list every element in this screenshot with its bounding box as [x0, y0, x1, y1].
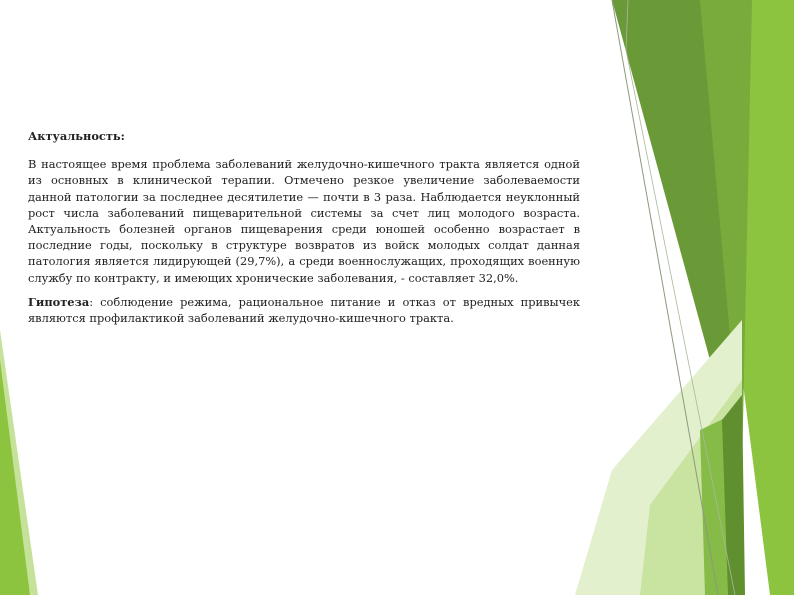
hypothesis-text: : соблюдение режима, рациональное питание и отказ от вредных привычек являются профилактикой заболеваний желудочно-кишечного тракта.	[28, 294, 580, 326]
hypothesis-paragraph	[28, 294, 580, 326]
text-content	[28, 128, 580, 334]
section-heading: Актуальность:	[28, 129, 125, 143]
decor-left-facet-bright	[0, 360, 30, 595]
hypothesis-label: Гипотеза	[28, 294, 90, 309]
relevance-paragraph: В настоящее время проблема заболеваний желудочно-кишечного тракта является одной из основных в клинической терапии. Отмечено резкое увеличение заболеваемости данной патологии за последнее десятилетие — почти в 3 раза. Наблюдается неуклонный рост числа заболеваний пищеварительной системы за счет лиц молодого возраста. Актуальность болезней органов пищеварения среди юношей особенно возрастает в последние годы, поскольку в структуре возвратов из войск молодых солдат данная патология является лидирующей (29,7%), а среди военнослужащих, проходящих военную службу по контракту, и имеющих хронические заболевания, - составляет 32,0%.	[28, 157, 580, 285]
